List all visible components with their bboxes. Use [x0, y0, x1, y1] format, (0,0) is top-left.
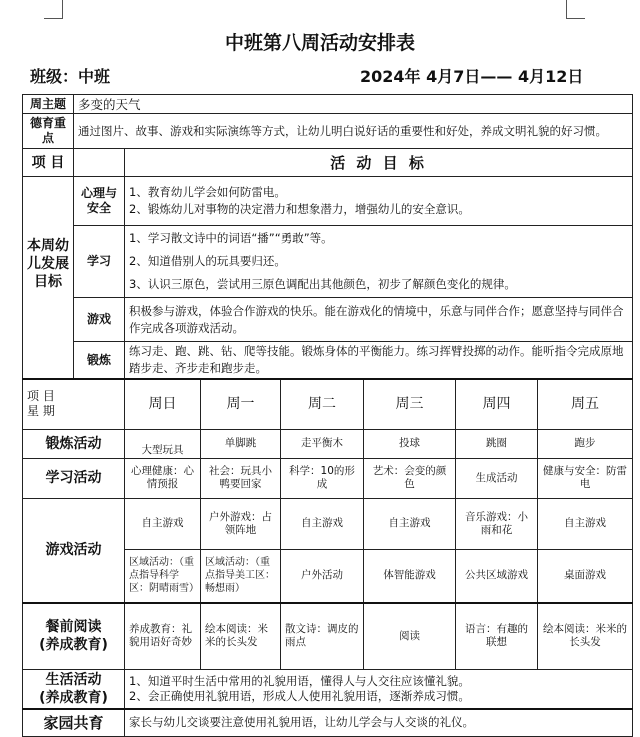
learning-cell: 健康与安全：防雷电 [538, 458, 633, 498]
moral-label: 德育重点 [23, 114, 74, 149]
goal-line: 3、认识三原色，尝试用三原色调配出其他颜色，初步了解颜色变化的规律。 [129, 277, 516, 291]
reading-cell: 散文诗：调皮的雨点 [281, 603, 364, 669]
life-row [23, 669, 633, 709]
goal-line: 1、学习散文诗中的词语“播”“勇敢”等。 [129, 231, 333, 245]
games-cell: 自主游戏 [538, 498, 633, 549]
goal-row [23, 342, 633, 380]
goal-text [125, 226, 633, 298]
goal-line: 2、知道借别人的玩具要归还。 [129, 254, 286, 268]
corner-item: 项 目 [27, 389, 55, 404]
reading-label-line: 餐前阅读 [45, 619, 102, 636]
crop-mark [44, 18, 63, 19]
exercise-row [23, 429, 633, 458]
games-cell: 户外游戏：占领阵地 [201, 498, 281, 549]
day-header: 周二 [281, 379, 364, 429]
day-header: 周三 [364, 379, 456, 429]
goal-line: 1、教育幼儿学会如何防雷电。 [129, 185, 286, 199]
goal-area: 游戏 [74, 298, 125, 342]
reading-label-line: (养成教育) [39, 637, 108, 654]
life-text [125, 669, 633, 709]
games-cell: 自主游戏 [364, 498, 456, 549]
exercise-cell: 大型玩具 [125, 429, 201, 458]
home-row [23, 709, 633, 737]
goals-label: 本周幼儿发展目标 [23, 177, 74, 380]
games-cell: 自主游戏 [281, 498, 364, 549]
day-header: 周日 [125, 379, 201, 429]
goal-row [23, 298, 633, 342]
crop-mark [566, 0, 567, 18]
exercise-cell: 单脚跳 [201, 429, 281, 458]
goal-text [125, 177, 633, 226]
learning-label: 学习活动 [23, 458, 125, 498]
goal-row [23, 226, 633, 298]
goals-header-row [23, 149, 633, 177]
goal-line: 2、锻炼幼儿对事物的决定潜力和想象潜力，增强幼儿的安全意识。 [129, 202, 470, 216]
class-label: 班级：中班 [30, 67, 111, 86]
blank-cell [74, 149, 125, 177]
exercise-label: 锻炼活动 [23, 429, 125, 458]
home-label: 家园共育 [23, 709, 125, 737]
reading-cell: 绘本阅读：米米的长头发 [538, 603, 633, 669]
games-cell: 桌面游戏 [538, 549, 633, 603]
reading-row [23, 603, 633, 669]
goal-area: 心理与安全 [74, 177, 125, 226]
corner-weekday: 星 期 [27, 404, 55, 419]
learning-row [23, 458, 633, 498]
day-header: 周一 [201, 379, 281, 429]
moral-value: 通过图片、故事、游戏和实际演练等方式，让幼儿明白说好话的重要性和好处，养成文明礼貌的好习惯。 [74, 114, 633, 149]
days-row [23, 379, 633, 429]
goal-text: 积极参与游戏，体验合作游戏的快乐。能在游戏化的情境中，乐意与同伴合作；愿意坚持与同伴合作完成各项游戏活动。 [125, 298, 633, 342]
games-cell: 音乐游戏：小雨和花 [456, 498, 538, 549]
learning-cell: 心理健康：心情预报 [125, 458, 201, 498]
item-header: 项 目 [23, 149, 74, 177]
reading-cell: 语言：有趣的联想 [456, 603, 538, 669]
life-label-line: 生活活动 [45, 671, 102, 688]
theme-row [23, 95, 633, 114]
games-cell: 区域活动：（重点指导美工区：畅想雨） [201, 549, 281, 603]
games-cell: 区域活动：（重点指导科学区：阴晴雨雪） [125, 549, 201, 603]
theme-value: 多变的天气 [74, 95, 633, 114]
games-row [23, 498, 633, 549]
day-header: 周四 [456, 379, 538, 429]
reading-cell: 阅读 [364, 603, 456, 669]
games-cell: 自主游戏 [125, 498, 201, 549]
exercise-cell: 跑步 [538, 429, 633, 458]
exercise-cell: 跳圈 [456, 429, 538, 458]
life-label [23, 669, 125, 709]
theme-label: 周主题 [23, 95, 74, 114]
reading-label [23, 603, 125, 669]
schedule-table [22, 94, 633, 737]
games-cell: 体智能游戏 [364, 549, 456, 603]
goals-title: 活 动 目 标 [125, 149, 633, 177]
learning-cell: 科学：10的形成 [281, 458, 364, 498]
learning-cell: 社会：玩具小鸭要回家 [201, 458, 281, 498]
page-title: 中班第八周活动安排表 [224, 32, 415, 54]
exercise-cell: 投球 [364, 429, 456, 458]
goal-text: 练习走、跑、跳、钻、爬等技能。锻炼身体的平衡能力。练习挥臂投掷的动作。能听指令完成原地踏步走、齐步走和跑步走。 [125, 342, 633, 380]
goal-area: 锻炼 [74, 342, 125, 380]
learning-cell: 生成活动 [456, 458, 538, 498]
goal-row [23, 177, 633, 226]
moral-row [23, 114, 633, 149]
life-label-line: (养成教育) [39, 689, 108, 706]
corner-cell [23, 379, 125, 429]
life-line: 2、会正确使用礼貌用语，形成人人使用礼貌用语，逐渐养成习惯。 [129, 688, 470, 703]
crop-mark [566, 18, 585, 19]
learning-cell: 艺术：会变的颜色 [364, 458, 456, 498]
crop-mark [62, 0, 63, 18]
goal-area: 学习 [74, 226, 125, 298]
life-line: 1、知道平时生活中常用的礼貌用语，懂得人与人交往应该懂礼貌。 [129, 673, 470, 688]
reading-cell: 养成教育：礼貌用语好奇妙 [125, 603, 201, 669]
games-cell: 户外活动 [281, 549, 364, 603]
games-cell: 公共区域游戏 [456, 549, 538, 603]
exercise-cell: 走平衡木 [281, 429, 364, 458]
games-label: 游戏活动 [23, 498, 125, 603]
day-header: 周五 [538, 379, 633, 429]
reading-cell: 绘本阅读：米米的长头发 [201, 603, 281, 669]
home-text: 家长与幼儿交谈要注意使用礼貌用语，让幼儿学会与人交谈的礼仪。 [125, 709, 633, 737]
date-range: 2024年 4月7日—— 4月12日 [360, 67, 584, 86]
